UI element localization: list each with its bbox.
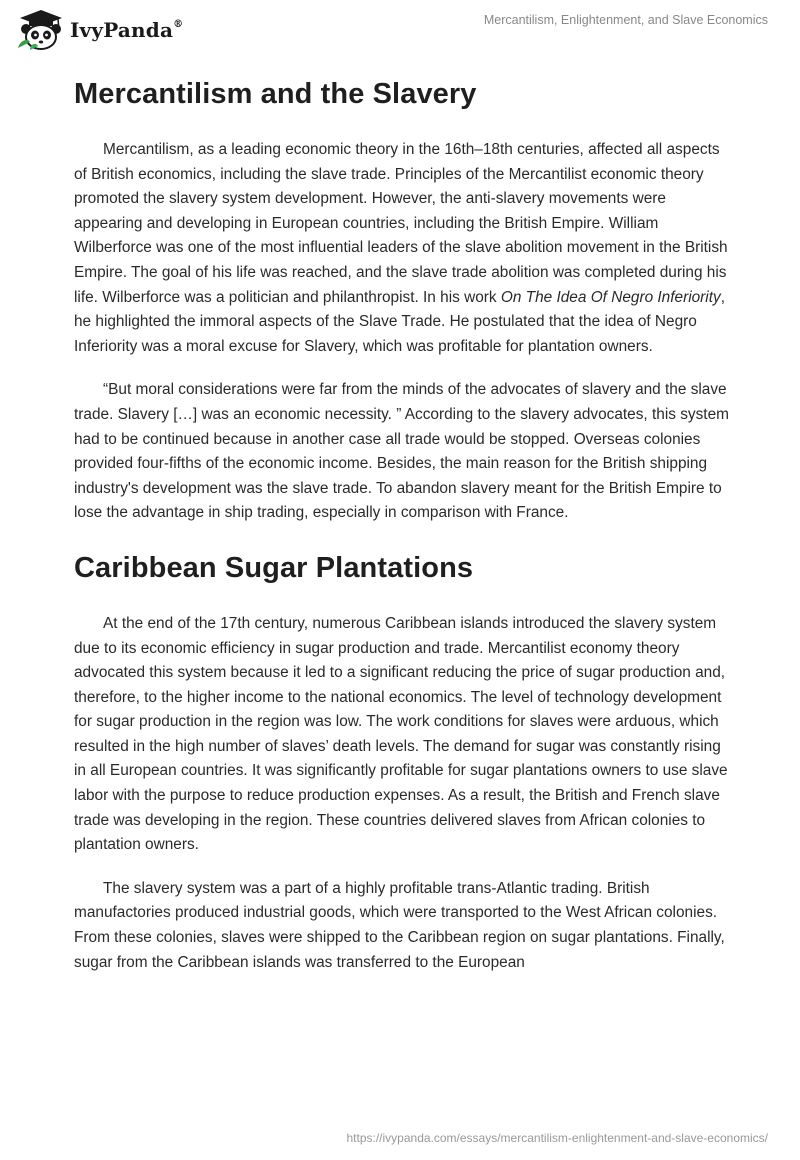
ivypanda-logo[interactable]: [14, 8, 183, 52]
document-running-title: Mercantilism, Enlightenment, and Slave Economics: [483, 13, 768, 27]
section-heading-mercantilism: Mercantilism and the Slavery: [74, 78, 477, 110]
brand-name: IvyPanda®: [70, 18, 184, 42]
paragraph-caribbean-1: At the end of the 17th century, numerous Caribbean islands introduced the slavery system due to its economic efficiency in sugar production and trade. Mercantilist economy theory advocated this system because it led to a significant reducing the price of sugar production and, therefore, to the higher income to the national economics. The level of technology development for sugar production in the region was low. The work conditions for slaves were arduous, which resulted in the high number of slaves’ death levels. The demand for sugar was constantly rising in all European countries. It was significantly profitable for sugar plantations owners to use slave labor with the purpose to reduce production expenses. As a result, the British and French slave trade was developing in the region. These countries delivered slaves from African colonies to plantation owners.: [74, 614, 728, 854]
page-header: [0, 0, 800, 64]
essay-body: [74, 68, 734, 975]
paragraph-caribbean-2: The slavery system was a part of a highly profitable trans-Atlantic trading. British manufactories produced industrial goods, which were transported to the West African colonies. From these colonies, slaves were shipped to the Caribbean region on sugar plantations. Finally, sugar from the Caribbean islands was transferred to the European: [74, 879, 725, 971]
panda-graduate-icon: [14, 8, 64, 52]
work-title: On The Idea Of Negro Inferiority: [500, 288, 721, 306]
paragraph-mercantilism-1: Mercantilism, as a leading economic theory in the 16th–18th centuries, affected all aspects of British economics, including the slave trade. Principles of the Mercantilist economic theory promoted the slavery system development. However, the anti-slavery movements were appearing and developing in European countries, including the British Empire. William Wilberforce was one of the most influential leaders of the slave abolition movement in the British Empire. The goal of his life was reached, and the slave trade abolition was completed during his life. Wilberforce was a politician and philanthropist. In his work On The Idea Of Negro Inferiority, he highlighted the immoral aspects of the Slave Trade. He postulated that the idea of Negro Inferiority was a moral excuse for Slavery, which was profitable for plantation owners.: [74, 141, 728, 355]
paragraph-mercantilism-2: “But moral considerations were far from the minds of the advocates of slavery and the slave trade. Slavery […] was an economic necessity. ” According to the slavery advocates, this system had to be continued because in another case all trade would be stopped. Overseas colonies provided four-fifths of the economic income. Besides, the main reason for the British shipping industry's development was the slave trade. To abandon slavery meant for the British Empire to lose the advantage in ship trading, especially in comparison with France.: [74, 381, 729, 522]
section-heading-caribbean: Caribbean Sugar Plantations: [74, 551, 474, 584]
source-url-link[interactable]: https://ivypanda.com/essays/mercantilism-enlightenment-and-slave-economics/: [346, 1131, 768, 1145]
